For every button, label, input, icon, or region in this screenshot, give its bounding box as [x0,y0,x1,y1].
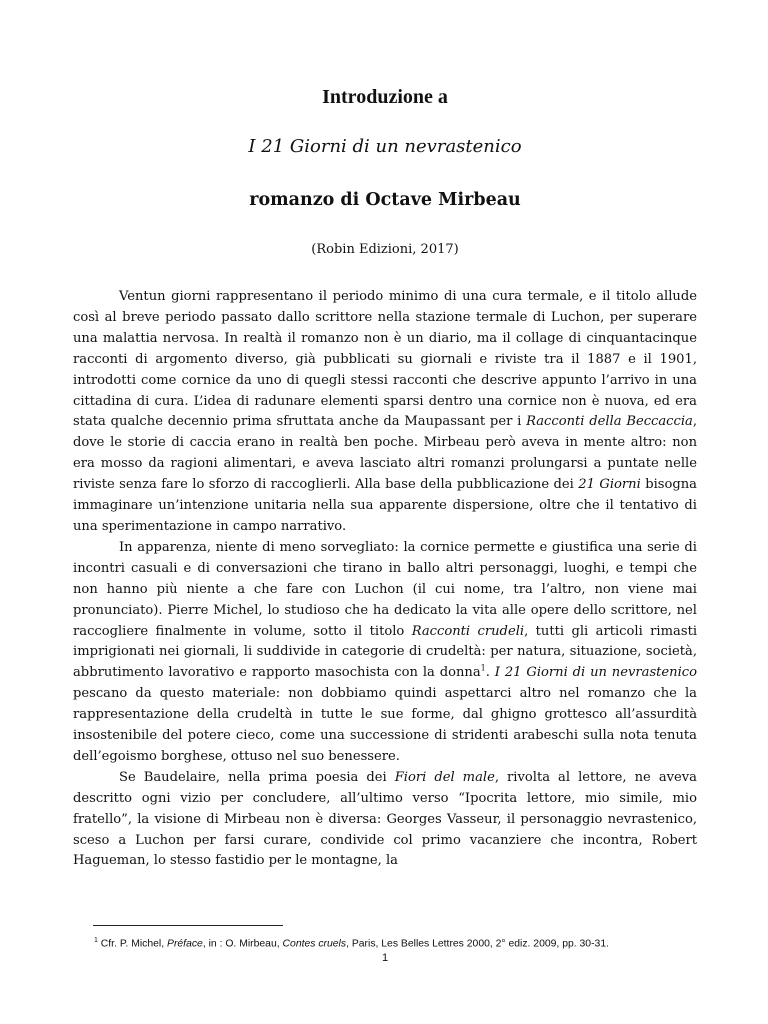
paragraph-2-text-a: In apparenza, niente di meno sorvegliato: la cornice permette e giustifica una serie di incontri casuali e di conversazioni che tirano in ballo altri personaggi, luoghi, e tempi che non hanno più niente a che fare con Luchon (il cui nome, tra l’altro, non viene mai pronunciato). Pierre Michel, lo studioso che ha dedicato la vita alle opere dello scrittore, nel raccogliere finalmente in volume, sotto il titolo [73,539,697,639]
paragraph-3 [73,768,697,873]
document-title: Introduzione a [322,86,448,108]
paragraph-2 [73,538,697,768]
footnote-italic-b: Préface [167,938,203,950]
page-number: 1 [381,952,389,964]
paragraph-2-text-f: pescano da questo materiale: non dobbiamo quindi aspettarci altro nel romanzo che la rappresentazione della crudeltà in tutte le sue forme, dal ghigno grottesco all’assurdità insostenibile del potere cieco, come una successione di stridenti arabeschi sulla nota tenuta dell’egoismo borghese, ottuso nel suo benessere. [73,686,697,764]
footnote-reference: 1 [480,663,486,673]
paragraph-2-italic-e: I 21 Giorni di un nevrastenico [494,665,698,681]
edition-line: (Robin Edizioni, 2017) [311,242,459,257]
paragraph-1-text-c: , dove le storie di caccia erano in realtà ben poche. Mirbeau però aveva in mente altro: non era mosso da ragioni alimentari, e aveva lasciato altri romanzi prolungarsi a puntate nelle riviste senza fare lo sforzo di raccoglierli. Alla base della pubblicazione dei [73,414,697,493]
paragraph-1-text-a: Ventun giorni rappresentano il periodo minimo di una cura termale, e il titolo allude così al breve periodo passato dallo scrittore nella stazione termale di Luchon, per superare una malattia nervosa. In realtà il romanzo non è un diario, ma il collage di cinquantacinque racconti di argomento diverso, già pubblicati su giornali e riviste tra il 1887 e il 1901, introdotti come cornice da uno di quegli stessi racconti che descrive appunto l’arrivo in una cittadina di cura. L’idea di radunare elementi sparsi dentro una cornice non è nuova, ed era stata qualche decennio prima sfruttata anche da Maupassant per i [73,289,697,430]
footnote-text-c: , in : O. Mirbeau, [202,938,283,950]
paragraph-2-text-c: , tutti gli articoli rimasti imprigionati nei giornali, li suddivide in categorie di crudeltà: per natura, situazione, società, abbrutimento lavorativo e rapporto masochista con la donna [73,623,698,681]
document-page [73,0,697,1024]
body-text [73,287,697,872]
paragraph-3-text-a: Se Baudelaire, nella prima poesia dei [119,769,395,785]
footnote-text-e: , Paris, Les Belles Lettres 2000, 2° ediz. 2009, pp. 30-31. [346,938,609,950]
paragraph-1-italic-d: 21 Giorni [578,477,641,493]
footnote-italic-d: Contes cruels [282,938,347,950]
paragraph-3-text-c: , rivolta al lettore, ne aveva descritto ogni vizio per concludere, all’ultimo verso “Ipocrita lettore, mio simile, mio fratello”, la visione di Mirbeau non è diversa: Georges Vasseur, il personaggio nevrastenico, sceso a Luchon per farsi curare, condivide col primo vacanziere che incontra, Robert Hagueman, lo stesso fastidio per le montagne, la [73,769,697,869]
footnote-text-a: Cfr. P. Michel, [97,938,168,950]
footnote-marker: 1 [94,937,98,944]
paragraph-1 [73,287,697,538]
paragraph-1-italic-b: Racconti della Beccaccia [526,414,693,430]
paragraph-2-text-d: . [485,665,495,681]
footnote [94,934,694,951]
paragraph-3-italic-b: Fiori del male [394,769,495,785]
paragraph-2-italic-b: Racconti crudeli [411,623,525,639]
book-title: I 21 Giorni di un nevrastenico [248,136,522,157]
footnote-separator [93,925,283,926]
book-subtitle: romanzo di Octave Mirbeau [249,190,521,210]
paragraph-1-text-e: bisogna immaginare un’intenzione unitaria nella sua apparente dispersione, oltre che il tentativo di una sperimentazione in campo narrativo. [73,477,697,534]
